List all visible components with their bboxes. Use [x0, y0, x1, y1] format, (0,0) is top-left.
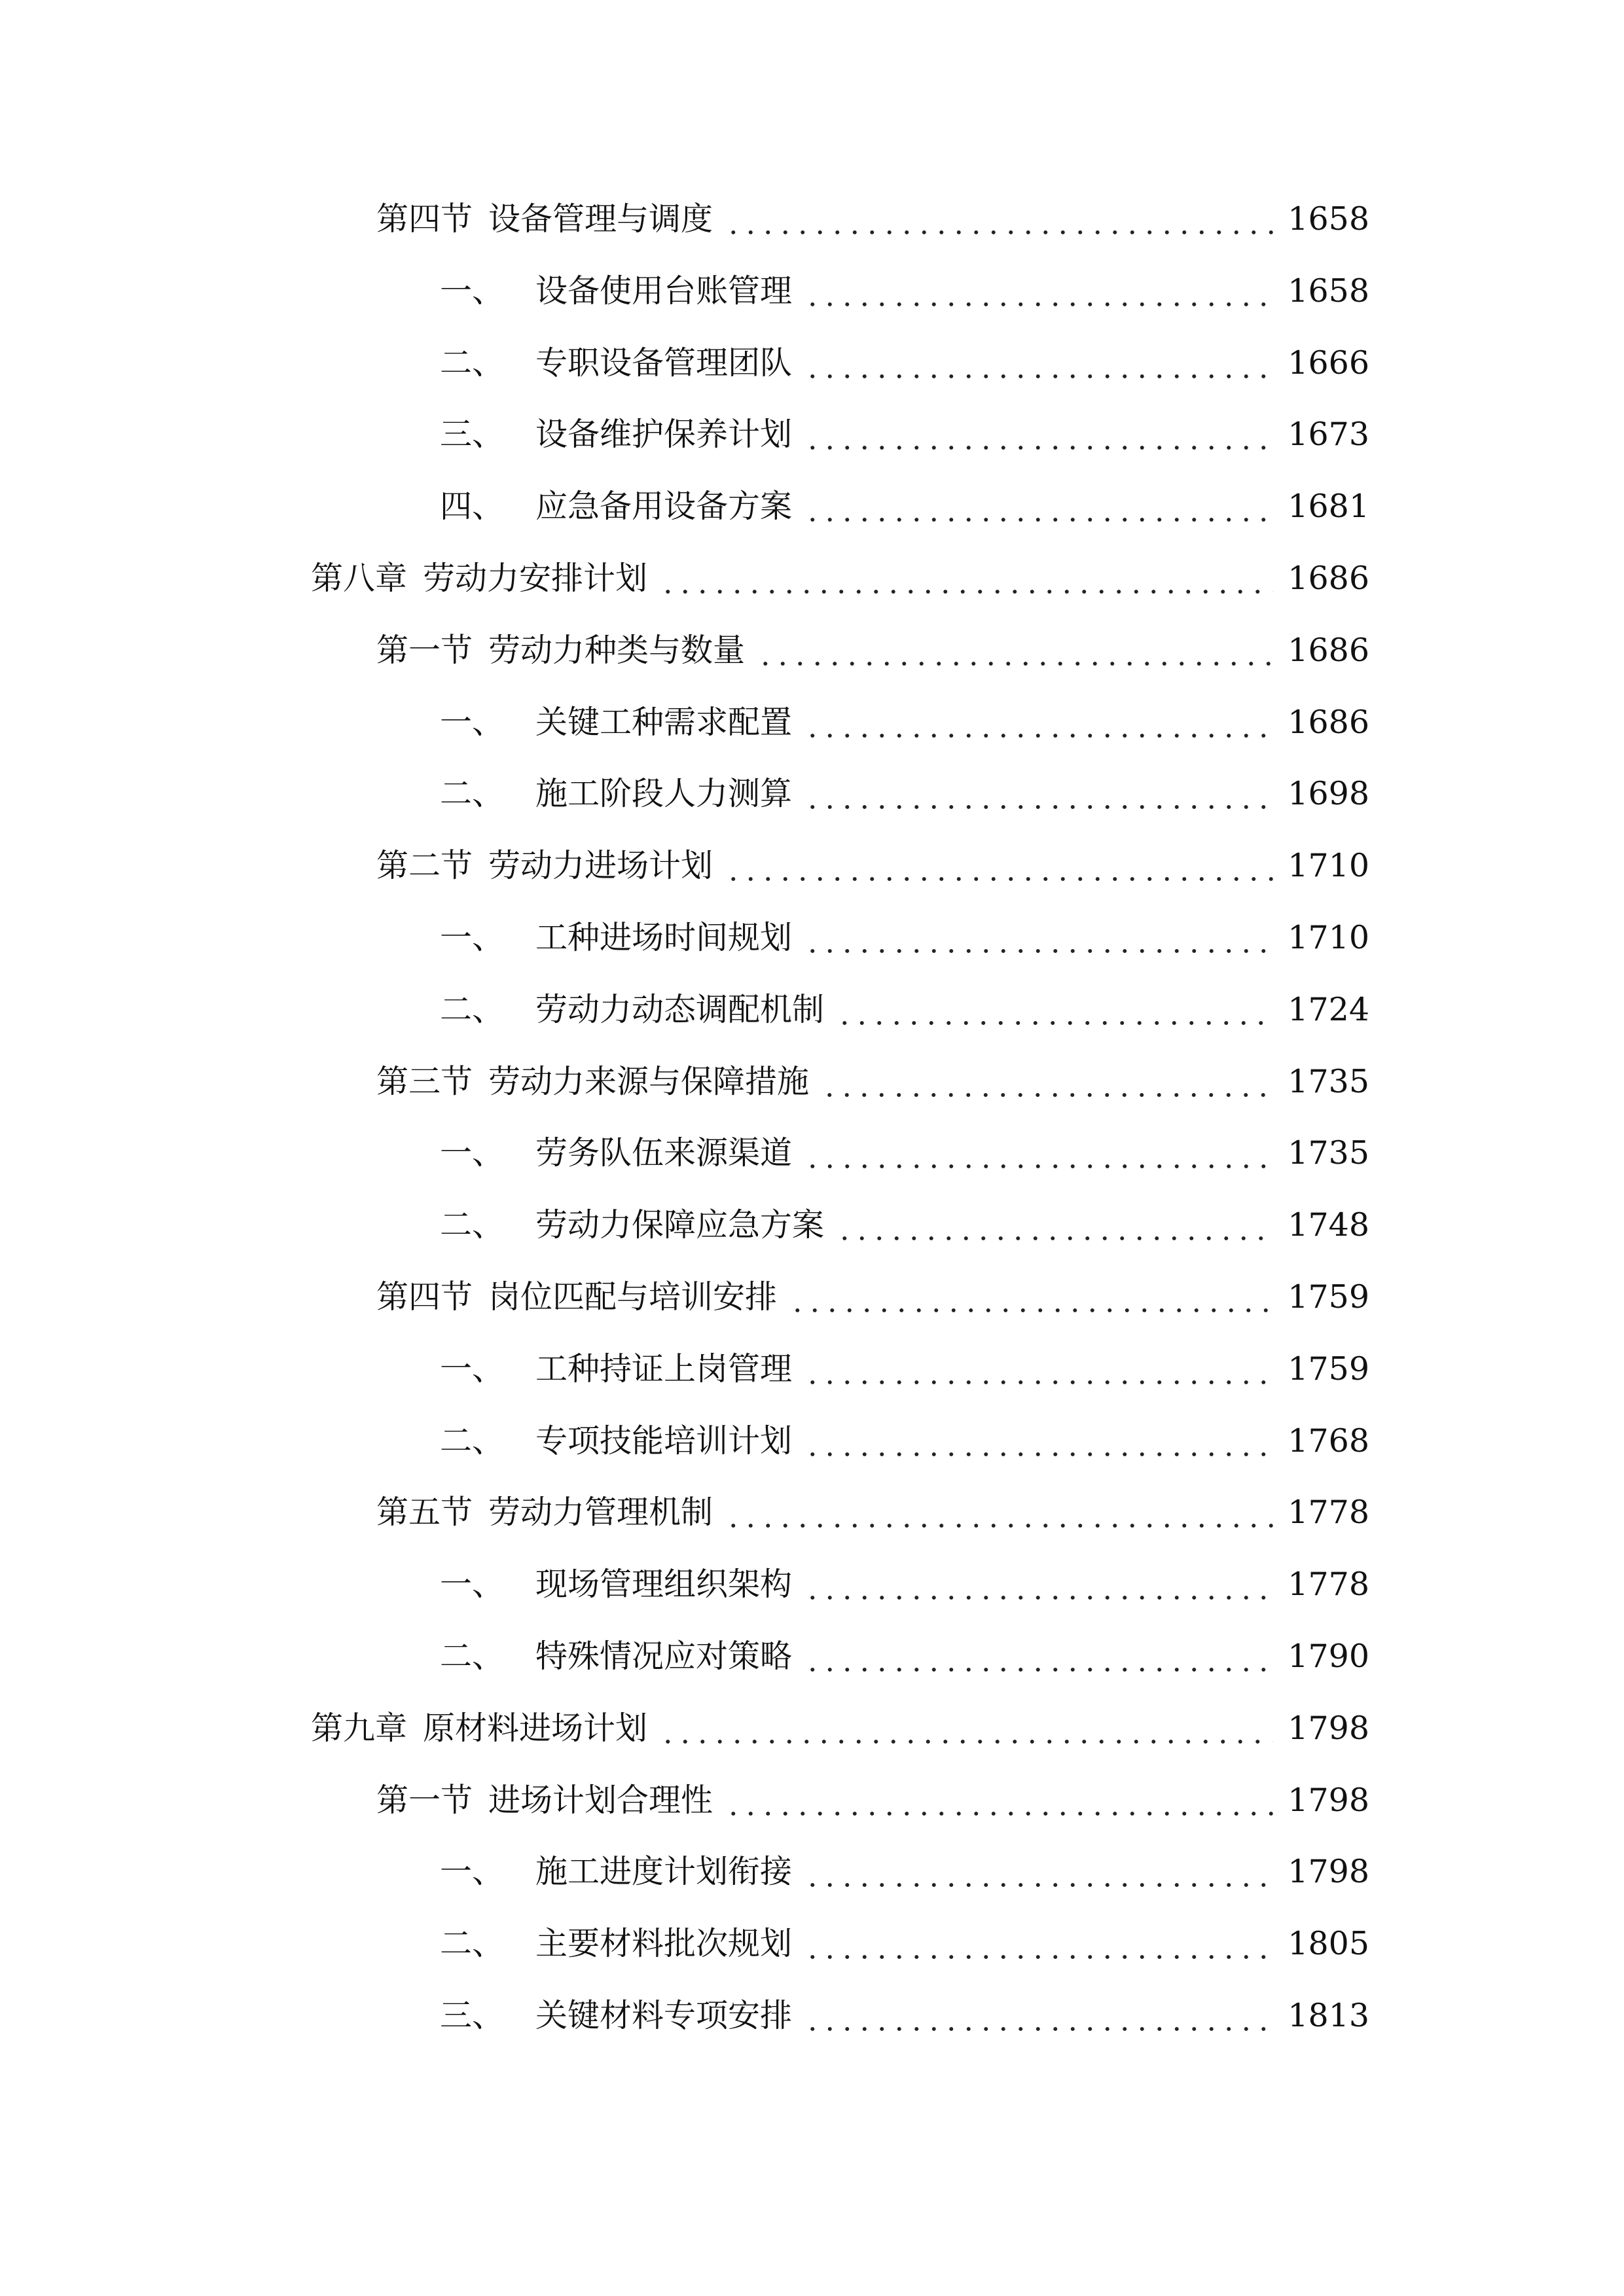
toc-entry-title: 主要材料批次规划 — [535, 1925, 793, 1962]
dot-leader — [836, 1001, 1273, 1027]
toc-page-number: 1658 — [1288, 272, 1369, 310]
toc-page-number: 1686 — [1288, 560, 1369, 597]
dot-leader — [804, 282, 1273, 308]
toc-entry-number: 第四节 — [376, 200, 473, 238]
toc-entry-number: 四、 — [440, 488, 505, 525]
toc-page-number: 1790 — [1288, 1638, 1369, 1675]
toc-entry-label — [376, 1486, 713, 1539]
dot-leader — [804, 1360, 1273, 1386]
dot-leader — [804, 1935, 1273, 1961]
dot-leader — [725, 1503, 1273, 1530]
toc-subsection-entry[interactable] — [440, 265, 1369, 317]
toc-entry-number: 一、 — [440, 1566, 505, 1603]
toc-subsection-entry[interactable] — [440, 984, 1369, 1036]
toc-entry-label — [440, 1415, 792, 1467]
dot-leader — [725, 857, 1273, 883]
toc-entry-title: 应急备用设备方案 — [535, 488, 793, 525]
toc-entry-title: 现场管理组织架构 — [535, 1566, 793, 1603]
toc-entry-title: 设备维护保养计划 — [535, 416, 793, 453]
toc-entry-title: 施工阶段人力测算 — [535, 775, 793, 812]
toc-entry-title: 劳动力来源与保障措施 — [488, 1063, 810, 1100]
toc-section-entry[interactable] — [376, 624, 1369, 677]
toc-page-number: 1698 — [1288, 775, 1369, 812]
toc-chapter-entry[interactable] — [311, 1702, 1369, 1755]
toc-entry-number: 一、 — [440, 1350, 505, 1388]
toc-entry-number: 第八章 — [311, 560, 408, 597]
toc-entry-number: 第一节 — [376, 1782, 473, 1819]
toc-entry-label — [440, 480, 792, 533]
toc-entry-label — [440, 337, 792, 389]
dot-leader — [804, 497, 1273, 524]
toc-subsection-entry[interactable] — [440, 912, 1369, 964]
toc-entry-title: 进场计划合理性 — [488, 1782, 713, 1819]
toc-entry-number: 一、 — [440, 704, 505, 741]
toc-entry-label — [440, 912, 792, 964]
dot-leader — [804, 929, 1273, 955]
toc-entry-number: 二、 — [440, 1422, 505, 1460]
dot-leader — [804, 1432, 1273, 1458]
toc-subsection-entry[interactable] — [440, 1415, 1369, 1467]
dot-leader — [725, 1791, 1273, 1818]
toc-entry-label — [376, 1056, 809, 1108]
toc-subsection-entry[interactable] — [440, 1630, 1369, 1683]
toc-entry-label — [440, 696, 792, 749]
toc-entry-number: 二、 — [440, 1638, 505, 1675]
dot-leader — [804, 1144, 1273, 1170]
dot-leader — [804, 425, 1273, 452]
toc-entry-number: 一、 — [440, 919, 505, 956]
toc-entry-number: 一、 — [440, 272, 505, 310]
toc-subsection-entry[interactable] — [440, 1199, 1369, 1251]
toc-subsection-entry[interactable] — [440, 1343, 1369, 1395]
toc-subsection-entry[interactable] — [440, 337, 1369, 389]
toc-entry-label — [440, 408, 792, 461]
toc-entry-number: 二、 — [440, 1925, 505, 1962]
toc-section-entry[interactable] — [376, 840, 1369, 892]
toc-page-number: 1686 — [1288, 632, 1369, 669]
toc-subsection-entry[interactable] — [440, 408, 1369, 461]
toc-page-number: 1724 — [1288, 991, 1369, 1028]
toc-chapter-entry[interactable] — [311, 552, 1369, 605]
toc-page-number: 1681 — [1288, 488, 1369, 525]
toc-entry-title: 施工进度计划衔接 — [535, 1853, 793, 1890]
toc-page-number: 1778 — [1288, 1494, 1369, 1531]
dot-leader — [659, 1719, 1273, 1746]
toc-entry-label — [311, 1702, 647, 1755]
toc-subsection-entry[interactable] — [440, 696, 1369, 749]
toc-entry-label — [440, 768, 792, 820]
toc-entry-label — [440, 1846, 792, 1898]
toc-entry-label — [440, 1558, 792, 1611]
dot-leader — [804, 2007, 1273, 2033]
toc-entry-number: 二、 — [440, 775, 505, 812]
toc-entry-number: 二、 — [440, 991, 505, 1028]
toc-entry-number: 第一节 — [376, 632, 473, 669]
toc-subsection-entry[interactable] — [440, 480, 1369, 533]
toc-subsection-entry[interactable] — [440, 1846, 1369, 1898]
toc-section-entry[interactable] — [376, 193, 1369, 245]
toc-entry-label — [440, 1990, 792, 2042]
toc-entry-label — [440, 265, 792, 317]
toc-entry-label — [376, 840, 713, 892]
toc-entry-label — [440, 1127, 792, 1179]
toc-page-number: 1759 — [1288, 1278, 1369, 1316]
toc-entry-title: 工种进场时间规划 — [535, 919, 793, 956]
toc-entry-label — [440, 1343, 792, 1395]
toc-entry-label — [376, 1774, 713, 1827]
dot-leader — [804, 1863, 1273, 1889]
toc-section-entry[interactable] — [376, 1774, 1369, 1827]
dot-leader — [659, 569, 1273, 596]
dot-leader — [804, 354, 1273, 380]
toc-entry-label — [440, 1630, 792, 1683]
toc-page-number: 1735 — [1288, 1134, 1369, 1172]
toc-entry-number: 三、 — [440, 1997, 505, 2034]
toc-page-number: 1798 — [1288, 1853, 1369, 1890]
dot-leader — [725, 210, 1273, 236]
toc-entry-label — [376, 193, 713, 245]
toc-entry-title: 设备使用台账管理 — [535, 272, 793, 310]
toc-entry-title: 岗位匹配与培训安排 — [488, 1278, 778, 1316]
toc-page-number: 1805 — [1288, 1925, 1369, 1962]
toc-page-number: 1759 — [1288, 1350, 1369, 1388]
toc-entry-title: 专项技能培训计划 — [535, 1422, 793, 1460]
toc-entry-label — [440, 1199, 824, 1251]
toc-page-number: 1666 — [1288, 344, 1369, 382]
toc-entry-number: 一、 — [440, 1853, 505, 1890]
toc-entry-title: 劳动力种类与数量 — [488, 632, 746, 669]
toc-entry-title: 专职设备管理团队 — [535, 344, 793, 382]
toc-page-number: 1768 — [1288, 1422, 1369, 1460]
toc-entry-number: 第三节 — [376, 1063, 473, 1100]
toc-page-number: 1686 — [1288, 704, 1369, 741]
toc-entry-title: 原材料进场计划 — [423, 1710, 648, 1747]
toc-entry-title: 特殊情况应对策略 — [535, 1638, 793, 1675]
toc-entry-title: 劳动力安排计划 — [423, 560, 648, 597]
toc-entry-number: 第五节 — [376, 1494, 473, 1531]
toc-entry-title: 劳动力管理机制 — [488, 1494, 713, 1531]
toc-page-number: 1710 — [1288, 919, 1369, 956]
toc-page-number: 1673 — [1288, 416, 1369, 453]
toc-entry-number: 第四节 — [376, 1278, 473, 1316]
toc-entry-number: 二、 — [440, 1206, 505, 1244]
toc-entry-title: 关键工种需求配置 — [535, 704, 793, 741]
toc-page-number: 1813 — [1288, 1997, 1369, 2034]
toc-entry-title: 工种持证上岗管理 — [535, 1350, 793, 1388]
toc-entry-title: 设备管理与调度 — [488, 200, 713, 238]
toc-page-number: 1658 — [1288, 200, 1369, 238]
toc-page-number: 1735 — [1288, 1063, 1369, 1100]
dot-leader — [804, 713, 1273, 740]
toc-subsection-entry[interactable] — [440, 1990, 1369, 2042]
toc-entry-label — [376, 624, 745, 677]
toc-subsection-entry[interactable] — [440, 1127, 1369, 1179]
toc-entry-number: 二、 — [440, 344, 505, 382]
toc-entry-number: 三、 — [440, 416, 505, 453]
toc-entry-title: 劳动力动态调配机制 — [535, 991, 825, 1028]
toc-page-number: 1778 — [1288, 1566, 1369, 1603]
toc-subsection-entry[interactable] — [440, 1558, 1369, 1611]
toc-section-entry[interactable] — [376, 1271, 1369, 1323]
dot-leader — [804, 1647, 1273, 1674]
toc-subsection-entry[interactable] — [440, 1918, 1369, 1970]
toc-entry-label — [440, 984, 824, 1036]
dot-leader — [789, 1288, 1273, 1314]
toc-entry-title: 劳务队伍来源渠道 — [535, 1134, 793, 1172]
toc-page-number: 1748 — [1288, 1206, 1369, 1244]
toc-subsection-entry[interactable] — [440, 768, 1369, 820]
toc-entry-number: 第二节 — [376, 847, 473, 884]
toc-section-entry[interactable] — [376, 1056, 1369, 1108]
toc-entry-number: 一、 — [440, 1134, 505, 1172]
dot-leader — [821, 1073, 1273, 1099]
toc-entry-number: 第九章 — [311, 1710, 408, 1747]
dot-leader — [836, 1216, 1273, 1242]
toc-section-entry[interactable] — [376, 1486, 1369, 1539]
toc-page-number: 1710 — [1288, 847, 1369, 884]
toc-page-number: 1798 — [1288, 1782, 1369, 1819]
toc-entry-title: 关键材料专项安排 — [535, 1997, 793, 2034]
toc-entry-label — [376, 1271, 777, 1323]
toc-page-number: 1798 — [1288, 1710, 1369, 1747]
toc-entry-title: 劳动力进场计划 — [488, 847, 713, 884]
toc-entry-label — [440, 1918, 792, 1970]
dot-leader — [804, 785, 1273, 811]
dot-leader — [804, 1575, 1273, 1602]
toc-entry-title: 劳动力保障应急方案 — [535, 1206, 825, 1244]
toc-entry-label — [311, 552, 647, 605]
dot-leader — [757, 641, 1273, 668]
